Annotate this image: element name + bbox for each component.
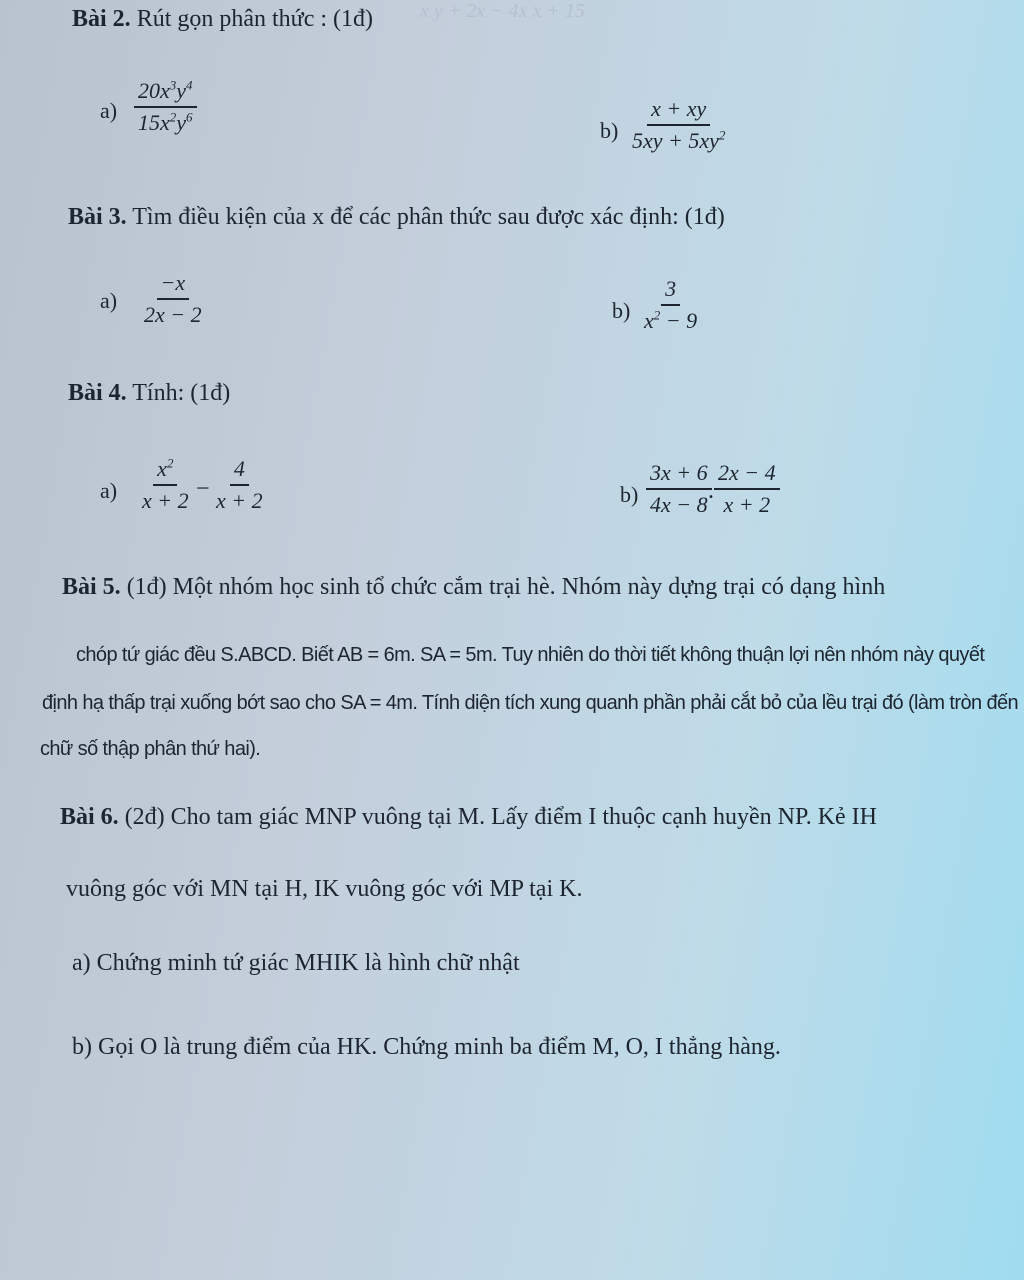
bai3-a-numerator: −x — [157, 270, 190, 300]
bai4-b2-fraction — [714, 460, 780, 518]
bai4-b1-numerator: 3x + 6 — [646, 460, 712, 490]
bai3-heading — [68, 204, 725, 231]
bai2-a-label: a) — [100, 98, 118, 123]
bai2-heading — [72, 6, 373, 33]
bai4-a1-numerator: $x^2$ — [153, 456, 177, 486]
bai4-a1-denominator: x + 2 — [142, 488, 189, 513]
bai4-a-label: a) — [100, 478, 118, 503]
bai4-title: Bài 4. — [68, 380, 127, 406]
bai4-text: Tính: (1đ) — [132, 380, 231, 406]
bai5-title: Bài 5. — [62, 574, 121, 600]
bai3-b-fraction — [640, 276, 701, 334]
bai2-b-denominator: $5xy + 5xy^2$ — [632, 127, 726, 153]
bai4-b2-numerator: 2x − 4 — [714, 460, 780, 490]
bai6-line2: vuông góc với MN tại H, IK vuông góc với MP tại K. — [66, 876, 583, 902]
bai3-text: Tìm điều kiện của x để các phân thức sau được xác định: (1đ) — [132, 204, 725, 230]
bai4-a2-numerator: 4 — [230, 456, 249, 486]
bai2-b-fraction — [628, 96, 729, 154]
bai3-a-fraction — [140, 270, 206, 328]
bai6-line1-text: (2đ) Cho tam giác MNP vuông tại M. Lấy điểm I thuộc cạnh huyền NP. Kẻ IH — [124, 804, 877, 830]
bai5-line1-text: (1đ) Một nhóm học sinh tổ chức cắm trại hè. Nhóm này dựng trại có dạng hình — [126, 574, 886, 600]
bai3-b-label: b) — [612, 298, 631, 323]
bai4-b2-denominator: x + 2 — [723, 492, 771, 517]
bai2-a-numerator: $20x^3y^4$ — [134, 78, 197, 108]
bai4-b1-denominator: 4x − 8 — [650, 492, 708, 517]
bai4-a1-fraction — [138, 456, 193, 514]
bai4-b-label: b) — [620, 482, 639, 507]
bai3-a-denominator: 2x − 2 — [144, 302, 202, 327]
bai4-a-minus: − — [196, 476, 210, 502]
bai2-b-label: b) — [600, 118, 619, 143]
bai2-b-numerator: x + xy — [647, 96, 710, 126]
bai5-line4: chữ số thập phân thứ hai). — [40, 738, 261, 760]
bai4-a2-denominator: x + 2 — [216, 488, 263, 513]
bai5-line2: chóp tứ giác đều S.ABCD. Biết AB = 6m. SA = 5m. Tuy nhiên do thời tiết không thuận lợi nên nhóm này quyết — [76, 644, 985, 666]
bai6-part-b: b) Gọi O là trung điểm của HK. Chứng minh ba điểm M, O, I thẳng hàng. — [72, 1034, 781, 1060]
bai2-a-fraction — [134, 78, 197, 136]
bai6-title: Bài 6. — [60, 804, 119, 830]
bai3-b-denominator: $x^2 - 9$ — [644, 307, 698, 333]
bai4-b-dot: . — [708, 478, 714, 504]
bai6-line1 — [60, 804, 877, 831]
bai3-b-numerator: 3 — [661, 276, 680, 306]
bai5-line3: định hạ thấp trại xuống bớt sao cho SA = 4m. Tính diện tích xung quanh phần phải cắt bỏ của lều trại đó (làm tròn đến — [42, 692, 1019, 714]
bai5-line1 — [62, 574, 885, 601]
bai2-title: Bài 2. — [72, 6, 131, 32]
bai4-a2-fraction — [212, 456, 267, 514]
bai4-b1-fraction — [646, 460, 712, 518]
bai2-text: Rút gọn phân thức : (1đ) — [136, 6, 373, 32]
bai3-a-label: a) — [100, 288, 118, 313]
bai3-title: Bài 3. — [68, 204, 127, 230]
bai2-a-denominator: $15x^2y^6$ — [138, 109, 193, 135]
bai6-part-a: a) Chứng minh tứ giác MHIK là hình chữ nhật — [72, 950, 520, 976]
top-scribble: x y + 2x − 4x x + 15 — [420, 0, 585, 22]
bai4-heading — [68, 380, 230, 407]
